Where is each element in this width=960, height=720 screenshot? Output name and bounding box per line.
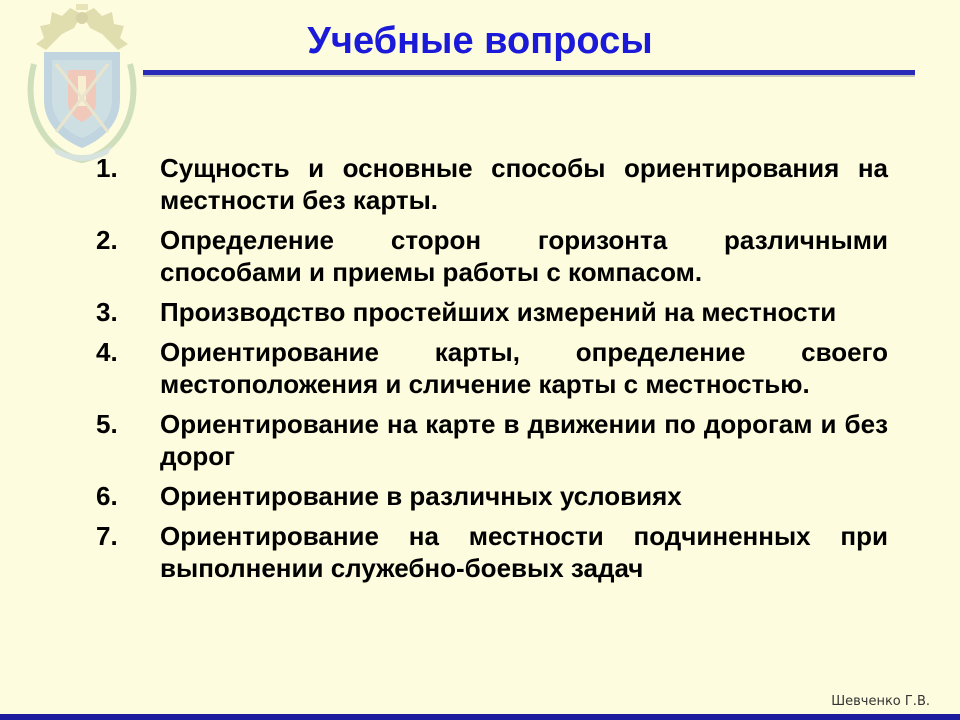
question-number: 1.: [96, 153, 118, 183]
title-underline-shadow: [143, 75, 915, 77]
question-text: Ориентирование на местности подчиненных при выполнении служебно-боевых задач: [160, 521, 888, 583]
question-item-5: [96, 408, 888, 472]
question-item-4: [96, 336, 888, 400]
question-number: 6.: [96, 481, 118, 511]
police-academy-emblem-icon: [22, 4, 142, 164]
question-text: Ориентирование на карте в движении по дорогам и без дорог: [160, 409, 888, 471]
question-number: 2.: [96, 225, 118, 255]
bottom-bar: [0, 714, 960, 720]
question-item-7: [96, 520, 888, 584]
question-text: Ориентирование карты, определение своего местоположения и сличение карты с местностью.: [160, 337, 888, 399]
author-signature: Шевченко Г.В.: [831, 694, 930, 709]
question-number: 5.: [96, 409, 118, 439]
questions-list: [96, 152, 888, 592]
question-number: 3.: [96, 297, 118, 327]
question-text: Определение сторон горизонта различными способами и приемы работы с компасом.: [160, 225, 888, 287]
question-number: 4.: [96, 337, 118, 367]
question-number: 7.: [96, 521, 118, 551]
question-text: Производство простейших измерений на местности: [160, 297, 837, 327]
question-item-2: [96, 224, 888, 288]
question-item-1: [96, 152, 888, 216]
question-item-3: [96, 296, 888, 328]
question-text: Ориентирование в различных условиях: [160, 481, 682, 511]
question-text: Сущность и основные способы ориентирования на местности без карты.: [160, 153, 888, 215]
question-item-6: [96, 480, 888, 512]
slide-title: Учебные вопросы: [307, 20, 653, 62]
